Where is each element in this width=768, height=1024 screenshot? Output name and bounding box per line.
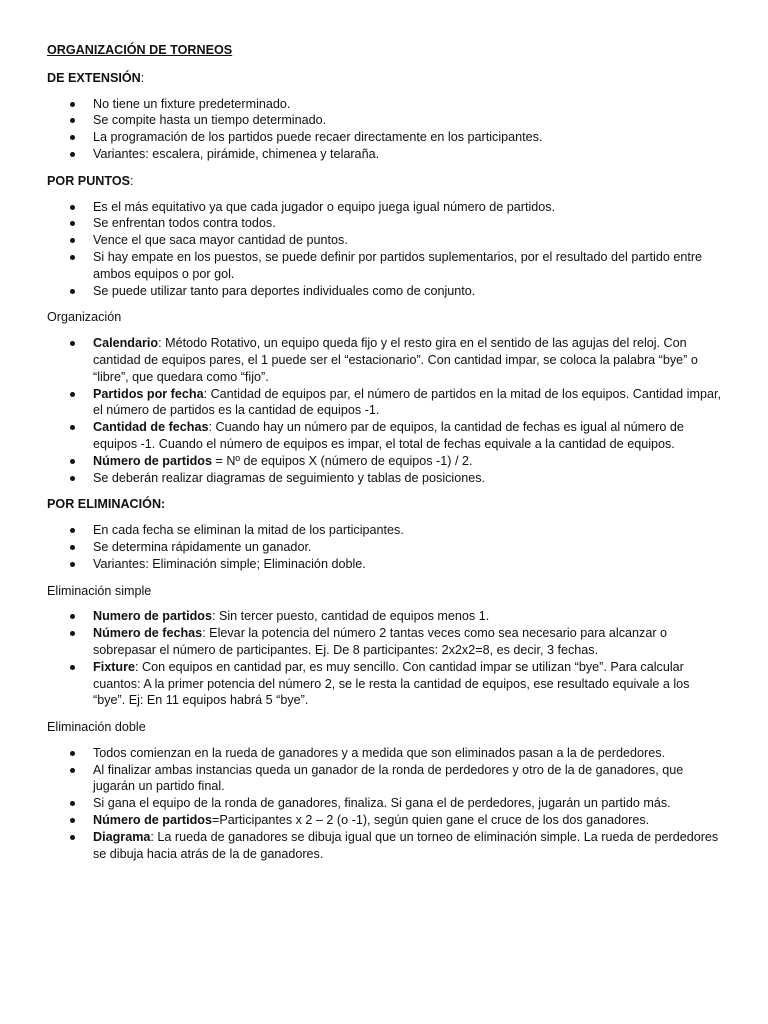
- term-description: Si gana el equipo de la ronda de ganadores, finaliza. Si gana el de perdedores, jugarán un partido más.: [93, 796, 671, 811]
- list-item: [47, 762, 724, 796]
- list-item: No tiene un fixture predeterminado.: [47, 96, 724, 113]
- list-item: [47, 745, 724, 762]
- list-item: [47, 419, 724, 453]
- puntos-heading-text: POR PUNTOS: [47, 173, 131, 188]
- term-label: Calendario: [93, 336, 159, 351]
- eliminacion-doble-list: [47, 745, 724, 863]
- term-description: : Con equipos en cantidad par, es muy sencillo. Con cantidad impar se utilizan “bye”. Para calcular cuantos: A la primer potencia del número 2, se le resta la cantidad de equipos, ese resultado equivale a los “bye”. Ej: En 11 equipos habrá 5 “bye”.: [93, 659, 690, 708]
- list-item: [47, 386, 724, 420]
- list-item: [47, 829, 724, 863]
- term-description: Al finalizar ambas instancias queda un ganador de la ronda de perdedores y otro de la de ganadores, que jugarán un partido final.: [93, 762, 684, 794]
- term-label: Número de fechas: [93, 626, 203, 641]
- subheading-eliminacion-simple: Eliminación simple: [47, 583, 152, 598]
- list-item: Variantes: Eliminación simple; Eliminación doble.: [47, 556, 724, 573]
- list-item: La programación de los partidos puede recaer directamente en los participantes.: [47, 129, 724, 146]
- subheading-organizacion: Organización: [47, 310, 122, 325]
- list-item: [47, 335, 724, 385]
- list-item: [47, 470, 724, 487]
- eliminacion-simple-list: [47, 608, 724, 709]
- list-item: Se enfrentan todos contra todos.: [47, 215, 724, 232]
- eliminacion-list: [47, 522, 724, 572]
- subheading-eliminacion-doble: Eliminación doble: [47, 720, 146, 735]
- list-item: Variantes: escalera, pirámide, chimenea y telaraña.: [47, 146, 724, 163]
- list-item: Se puede utilizar tanto para deportes individuales como de conjunto.: [47, 283, 724, 300]
- list-item: [47, 625, 724, 659]
- term-description: : Cantidad de equipos par, el número de partidos en la mitad de los equipos. Cantidad impar, el número de partidos es la cantidad de equipos -1.: [93, 386, 721, 418]
- eliminacion-heading-text: POR ELIMINACIÓN:: [47, 497, 166, 512]
- term-label: Numero de partidos: [93, 609, 212, 624]
- term-description: : Cuando hay un número par de equipos, la cantidad de fechas es igual al número de equipos -1. Cuando el número de equipos es impar, el total de fechas equivale a la cantidad de equipos.: [93, 420, 684, 451]
- puntos-list: [47, 199, 724, 300]
- section-heading-extension: DE EXTENSIÓN:: [47, 70, 145, 85]
- extension-heading-text: DE EXTENSIÓN: [47, 70, 141, 85]
- list-item: [47, 453, 724, 470]
- term-description: : Elevar la potencia del número 2 tantas veces como sea necesario para alcanzar o sobrepasar el número de participantes. Ej. De 8 participantes: 2x2x2=8, es decir, 3 fechas.: [93, 626, 668, 657]
- term-description: : Sin tercer puesto, cantidad de equipos menos 1.: [211, 609, 490, 624]
- section-heading-eliminacion: [47, 496, 724, 513]
- term-label: Fixture: [93, 659, 135, 674]
- document-title: ORGANIZACIÓN DE TORNEOS: [47, 43, 233, 57]
- list-item: Vence el que saca mayor cantidad de puntos.: [47, 232, 724, 249]
- term-description: =Participantes x 2 – 2 (o -1), según quien gane el cruce de los dos ganadores.: [211, 813, 650, 828]
- list-item: Es el más equitativo ya que cada jugador o equipo juega igual número de partidos.: [47, 199, 724, 216]
- term-label: Diagrama: [93, 829, 151, 844]
- term-label: Número de partidos: [93, 813, 212, 828]
- term-label: Cantidad de fechas: [93, 420, 209, 435]
- list-item: Se determina rápidamente un ganador.: [47, 539, 724, 556]
- list-item: [47, 812, 724, 829]
- section-heading-puntos: POR PUNTOS:: [47, 173, 134, 188]
- list-item: [47, 659, 724, 709]
- term-label: Partidos por fecha: [93, 386, 204, 401]
- extension-list: [47, 96, 724, 163]
- list-item: [47, 608, 724, 625]
- list-item: Se compite hasta un tiempo determinado.: [47, 112, 724, 129]
- list-item: En cada fecha se eliminan la mitad de los participantes.: [47, 522, 724, 539]
- term-description: Se deberán realizar diagramas de seguimiento y tablas de posiciones.: [93, 470, 486, 485]
- term-description: Todos comienzan en la rueda de ganadores y a medida que son eliminados pasan a la de perdedores.: [93, 745, 666, 760]
- term-description: = Nº de equipos X (número de equipos -1) / 2.: [211, 453, 473, 468]
- term-description: : Método Rotativo, un equipo queda fijo y el resto gira en el sentido de las agujas del reloj. Con cantidad de equipos pares, el 1 puede ser el “estacionario”. Con cantidad impar, se coloca la palabra “bye” o “libre”, que quedara como “fijo”.: [93, 336, 698, 384]
- list-item: [47, 795, 724, 812]
- organizacion-list: [47, 335, 724, 486]
- term-label: Número de partidos: [93, 453, 212, 468]
- list-item: Si hay empate en los puestos, se puede definir por partidos suplementarios, por el resultado del partido entre ambos equipos o por gol.: [47, 249, 724, 283]
- term-description: : La rueda de ganadores se dibuja igual que un torneo de eliminación simple. La rueda de perdedores se dibuja hacia atrás de la de ganadores.: [93, 829, 719, 861]
